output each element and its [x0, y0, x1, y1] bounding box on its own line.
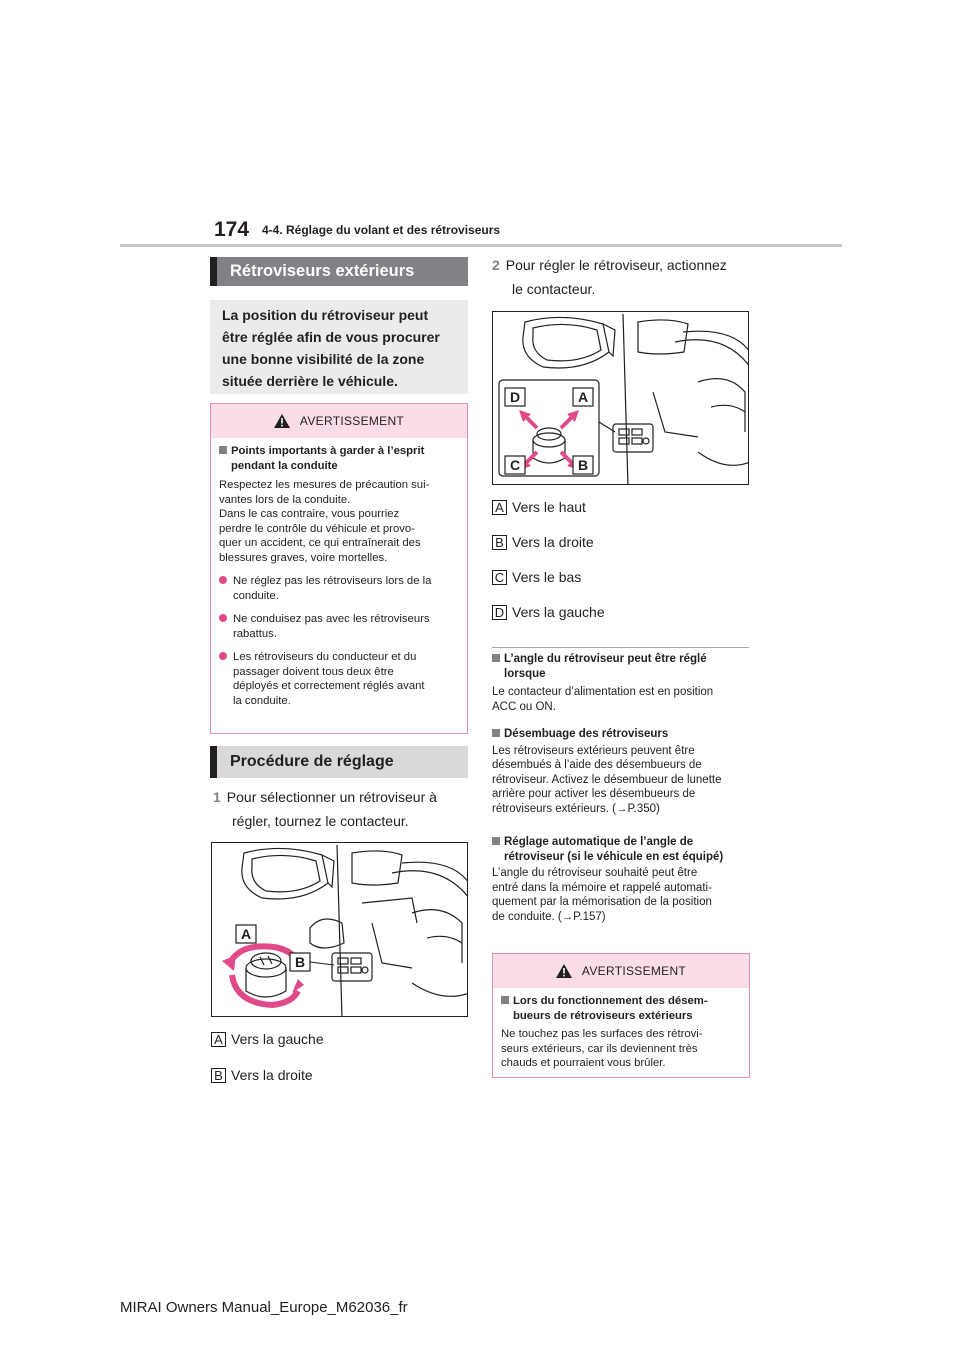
- warning-triangle-icon: [274, 414, 290, 428]
- page-number: 174: [214, 218, 250, 241]
- figure-mirror-adjust: [492, 311, 749, 485]
- bullet-line: passager doivent tous deux être: [233, 665, 394, 678]
- figure1-label-b: B: [294, 954, 306, 970]
- heading-retroviseurs-exterieurs: [210, 257, 468, 286]
- legend-key: C: [492, 570, 507, 585]
- legend-text: Vers la droite: [512, 534, 594, 550]
- warning-box-1: [210, 403, 468, 734]
- step-number: 2: [492, 257, 500, 273]
- square-bullet-icon: [501, 996, 509, 1004]
- para-line: vantes lors de la conduite.: [219, 493, 351, 506]
- figure2-label-b: B: [577, 457, 589, 473]
- subhead-line: pendant la conduite: [231, 459, 338, 472]
- note-body-line: Les rétroviseurs extérieurs peuvent être: [492, 744, 695, 757]
- note-body-line: quement par la mémorisation de la position: [492, 896, 712, 908]
- legend-item: [492, 532, 752, 552]
- para-line: perdre le contrôle du véhicule et provo-: [219, 522, 415, 535]
- para-line: Dans le cas contraire, vous pourriez: [219, 508, 400, 520]
- figure2-label-d: D: [509, 389, 521, 405]
- footer-manual-id: MIRAI Owners Manual_Europe_M62036_fr: [120, 1299, 408, 1316]
- figure1-label-a: A: [240, 926, 252, 942]
- note-body-line: entré dans la mémoire et rappelé automati-: [492, 881, 712, 894]
- note-title-line: L’angle du rétroviseur peut être réglé: [504, 653, 707, 665]
- section-title: 4-4. Réglage du volant et des rétroviseurs: [262, 223, 501, 237]
- figure2-label-a: A: [577, 389, 589, 405]
- warning-paragraph: [219, 478, 457, 565]
- bullet-line: la conduite.: [233, 694, 291, 707]
- legend-text: Vers la gauche: [231, 1031, 324, 1047]
- heading-text: Procédure de réglage: [230, 753, 394, 770]
- para-line: seurs extérieurs, car ils deviennent très: [501, 1042, 698, 1055]
- warning-title: AVERTISSEMENT: [299, 414, 405, 428]
- bullet-line: rabattus.: [233, 627, 277, 640]
- warning-header: [211, 404, 467, 438]
- legend-item: [211, 1029, 471, 1049]
- subhead-line: Lors du fonctionnement des désem-: [513, 995, 708, 1007]
- legend-key: A: [211, 1032, 226, 1047]
- bullet-line: conduite.: [233, 589, 279, 602]
- round-bullet-icon: [219, 652, 227, 660]
- mirror-adjust-illustration: [493, 312, 749, 485]
- note-when-adjustable: [492, 652, 754, 714]
- bullet-line: déployés et correctement réglés avant: [233, 680, 425, 692]
- legend-text: Vers le haut: [512, 499, 586, 515]
- step-text: le contacteur.: [512, 281, 596, 297]
- note-defogging: [492, 727, 754, 816]
- note-title-line: Réglage automatique de l’angle de: [504, 836, 694, 848]
- note-auto-adjust: [492, 835, 754, 924]
- mirror-switch-illustration: [212, 843, 468, 1017]
- bullet-line: Ne réglez pas les rétroviseurs lors de la: [233, 575, 432, 587]
- para-line: chauds et pourraient vous brûler.: [501, 1057, 666, 1069]
- warning-bullet: [219, 650, 457, 708]
- legend-item: [492, 567, 752, 587]
- legend-item: [211, 1065, 471, 1085]
- step-2: [492, 253, 762, 301]
- bullet-line: Les rétroviseurs du conducteur et du: [233, 651, 417, 663]
- warning-paragraph: [501, 1027, 739, 1071]
- notes-divider: [492, 647, 749, 648]
- heading-text: Rétroviseurs extérieurs: [230, 262, 415, 280]
- warning-body: [493, 988, 749, 1079]
- warning-triangle-icon: [556, 964, 572, 978]
- note-body-line: rétroviseur. Activez le désembueur de lunette: [492, 773, 722, 786]
- bullet-line: Ne conduisez pas avec les rétroviseurs: [233, 613, 430, 625]
- legend-right: [492, 497, 752, 622]
- warning-body: [211, 438, 467, 716]
- legend-key: B: [211, 1068, 226, 1083]
- figure2-label-c: C: [509, 457, 521, 473]
- intro-line: La position du rétroviseur peut: [222, 307, 429, 323]
- para-line: blessures graves, voire mortelles.: [219, 551, 388, 564]
- note-body-line: de conduite. (→P.157): [492, 910, 606, 923]
- legend-left: [211, 1029, 471, 1085]
- square-bullet-icon: [219, 446, 227, 454]
- round-bullet-icon: [219, 576, 227, 584]
- note-title-line: rétroviseur (si le véhicule en est équipé): [504, 850, 724, 863]
- step-1: [213, 785, 473, 833]
- warning-bullet: [219, 574, 457, 603]
- legend-item: [492, 602, 752, 622]
- note-body-line: L’angle du rétroviseur souhaité peut être: [492, 867, 698, 879]
- legend-key: B: [492, 535, 507, 550]
- legend-key: D: [492, 605, 507, 620]
- round-bullet-icon: [219, 614, 227, 622]
- step-text: Pour régler le rétroviseur, actionnez: [505, 257, 727, 273]
- para-line: Respectez les mesures de précaution sui-: [219, 479, 430, 491]
- note-body-line: désembués à l’aide des désembueurs de: [492, 759, 702, 771]
- warning-box-2: [492, 953, 750, 1078]
- legend-text: Vers la gauche: [512, 604, 605, 620]
- para-line: Ne touchez pas les surfaces des rétrovi-: [501, 1028, 703, 1040]
- intro-box: [210, 300, 468, 394]
- warning-header: [493, 954, 749, 988]
- intro-line: une bonne visibilité de la zone: [222, 351, 425, 367]
- figure-mirror-selector: [211, 842, 468, 1017]
- note-body-line: Le contacteur d’alimentation est en position: [492, 686, 714, 698]
- legend-text: Vers le bas: [512, 569, 582, 585]
- note-body-line: rétroviseurs extérieurs. (→P.350): [492, 802, 660, 815]
- legend-text: Vers la droite: [231, 1067, 313, 1083]
- subhead-line: bueurs de rétroviseurs extérieurs: [513, 1009, 693, 1022]
- header-rule: [120, 244, 842, 247]
- square-bullet-icon: [492, 837, 500, 845]
- note-body-line: ACC ou ON.: [492, 700, 556, 713]
- subhead-line: Points importants à garder à l’esprit: [231, 445, 425, 457]
- note-title-line: Désembuage des rétroviseurs: [504, 728, 669, 740]
- square-bullet-icon: [492, 654, 500, 662]
- para-line: quer un accident, ce qui entraînerait des: [219, 537, 421, 549]
- intro-line: située derrière le véhicule.: [222, 373, 398, 389]
- square-bullet-icon: [492, 729, 500, 737]
- warning-subhead: [501, 994, 739, 1023]
- step-number: 1: [213, 789, 221, 805]
- legend-item: [492, 497, 752, 517]
- legend-key: A: [492, 500, 507, 515]
- heading-procedure-de-reglage: [210, 746, 468, 778]
- step-text: régler, tournez le contacteur.: [232, 813, 409, 829]
- intro-line: être réglée afin de vous procurer: [222, 329, 440, 345]
- step-text: Pour sélectionner un rétroviseur à: [226, 789, 437, 805]
- warning-bullet: [219, 612, 457, 641]
- note-body-line: arrière pour activer les désembueurs de: [492, 788, 696, 800]
- warning-subhead: [219, 444, 457, 473]
- warning-title: AVERTISSEMENT: [581, 964, 687, 978]
- note-title-line: lorsque: [504, 667, 546, 680]
